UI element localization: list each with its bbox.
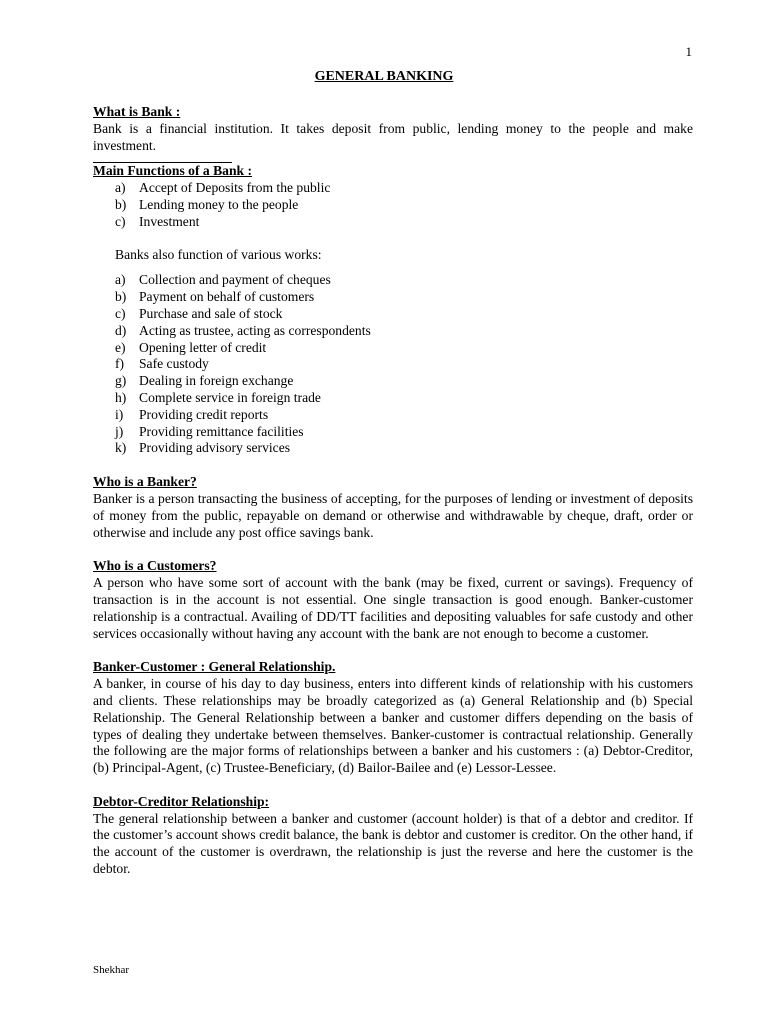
who-is-banker-heading: Who is a Banker? [93, 474, 197, 490]
list-marker: k) [115, 440, 127, 456]
list-marker: i) [115, 406, 124, 422]
list-item-text: Lending money to the people [139, 196, 299, 212]
list-item-text: Providing remittance facilities [139, 423, 304, 439]
list-marker: g) [115, 373, 127, 389]
list-marker: f) [115, 356, 125, 372]
list-marker: b) [115, 196, 127, 212]
list-item-text: Opening letter of credit [139, 339, 267, 355]
list-marker: d) [115, 322, 127, 338]
list-marker: c) [115, 305, 126, 321]
list-item-text: Dealing in foreign exchange [139, 373, 294, 389]
list-item-text: Acting as trustee, acting as correspondents [139, 322, 371, 338]
list-item-text: Safe custody [139, 356, 209, 372]
list-item [115, 424, 693, 441]
document-body [93, 104, 693, 878]
list-item [115, 356, 693, 373]
list-marker: h) [115, 389, 127, 405]
list-item-text: Complete service in foreign trade [139, 389, 321, 405]
list-marker: c) [115, 213, 126, 229]
list-marker: a) [115, 180, 126, 196]
list-item [115, 323, 693, 340]
list-item-text: Providing credit reports [139, 406, 269, 422]
what-is-bank-text: Bank is a financial institution. It takes deposit from public, lending money to the people and make investment. [93, 120, 693, 153]
other-functions-intro: Banks also function of various works: [115, 246, 322, 262]
who-is-customer-text: A person who have some sort of account with the bank (may be fixed, current or savings). Frequency of transaction is in the account is not essential. One single transaction is good enough. Banker-customer relationship is a contractual. Availing of DD/TT facilities and depositing valuables for safe custody and other services occasionally without having any account with the bank are not enough to become a customer. [93, 575, 693, 641]
document-title: GENERAL BANKING [314, 69, 454, 84]
list-item [115, 440, 693, 457]
list-item [115, 306, 693, 323]
main-functions-heading: Main Functions of a Bank : [93, 163, 252, 179]
page-number: 1 [685, 44, 692, 59]
list-item [115, 180, 693, 197]
list-item-text: Collection and payment of cheques [139, 272, 331, 288]
list-item [115, 373, 693, 390]
list-marker: b) [115, 289, 127, 305]
list-item [115, 340, 693, 357]
who-is-customer-heading: Who is a Customers? [93, 558, 217, 574]
list-item [115, 214, 693, 231]
list-item-text: Investment [139, 213, 200, 229]
list-item [115, 197, 693, 214]
list-item [115, 390, 693, 407]
other-functions-list [115, 272, 693, 457]
list-item-text: Providing advisory services [139, 440, 291, 456]
page-footer: Shekhar [93, 964, 130, 976]
list-item [115, 289, 693, 306]
list-item [115, 407, 693, 424]
list-marker: j) [115, 423, 124, 439]
list-marker: e) [115, 339, 126, 355]
debtor-creditor-heading: Debtor-Creditor Relationship: [93, 793, 270, 809]
list-item-text: Payment on behalf of customers [139, 289, 315, 305]
list-item-text: Accept of Deposits from the public [139, 180, 331, 196]
who-is-banker-text: Banker is a person transacting the business of accepting, for the purposes of lending or investment of deposits of money from the public, repayable on demand or otherwise and withdrawable by cheque, draft, order or otherwise and include any post office savings bank. [93, 490, 693, 540]
general-relationship-text: A banker, in course of his day to day business, enters into different kinds of relationship with his customers and clients. These relationships may be broadly categorized as (a) General Relationship and (b) Special Relationship. The General Relationship between a banker and customer differs depending on the basis of types of dealing they undertake between themselves. Banker-customer is contractual relationship. Generally the following are the major forms of relationships between a banker and his customers : (a) Debtor-Creditor, (b) Principal-Agent, (c) Trustee-Beneficiary, (d) Bailor-Bailee and (e) Lessor-Lessee. [93, 676, 693, 776]
main-functions-list [115, 180, 693, 230]
list-marker: a) [115, 272, 126, 288]
debtor-creditor-text: The general relationship between a banker and customer (account holder) is that of a debtor and creditor. If the customer’s account shows credit balance, the bank is debtor and customer is creditor. On the other hand, if the account of the customer is overdrawn, the relationship is just the reverse and here the customer is the debtor. [93, 810, 693, 877]
list-item-text: Purchase and sale of stock [139, 305, 283, 321]
general-relationship-heading: Banker-Customer : General Relationship. [93, 659, 336, 675]
list-item [115, 272, 693, 289]
what-is-bank-heading: What is Bank : [93, 104, 181, 119]
